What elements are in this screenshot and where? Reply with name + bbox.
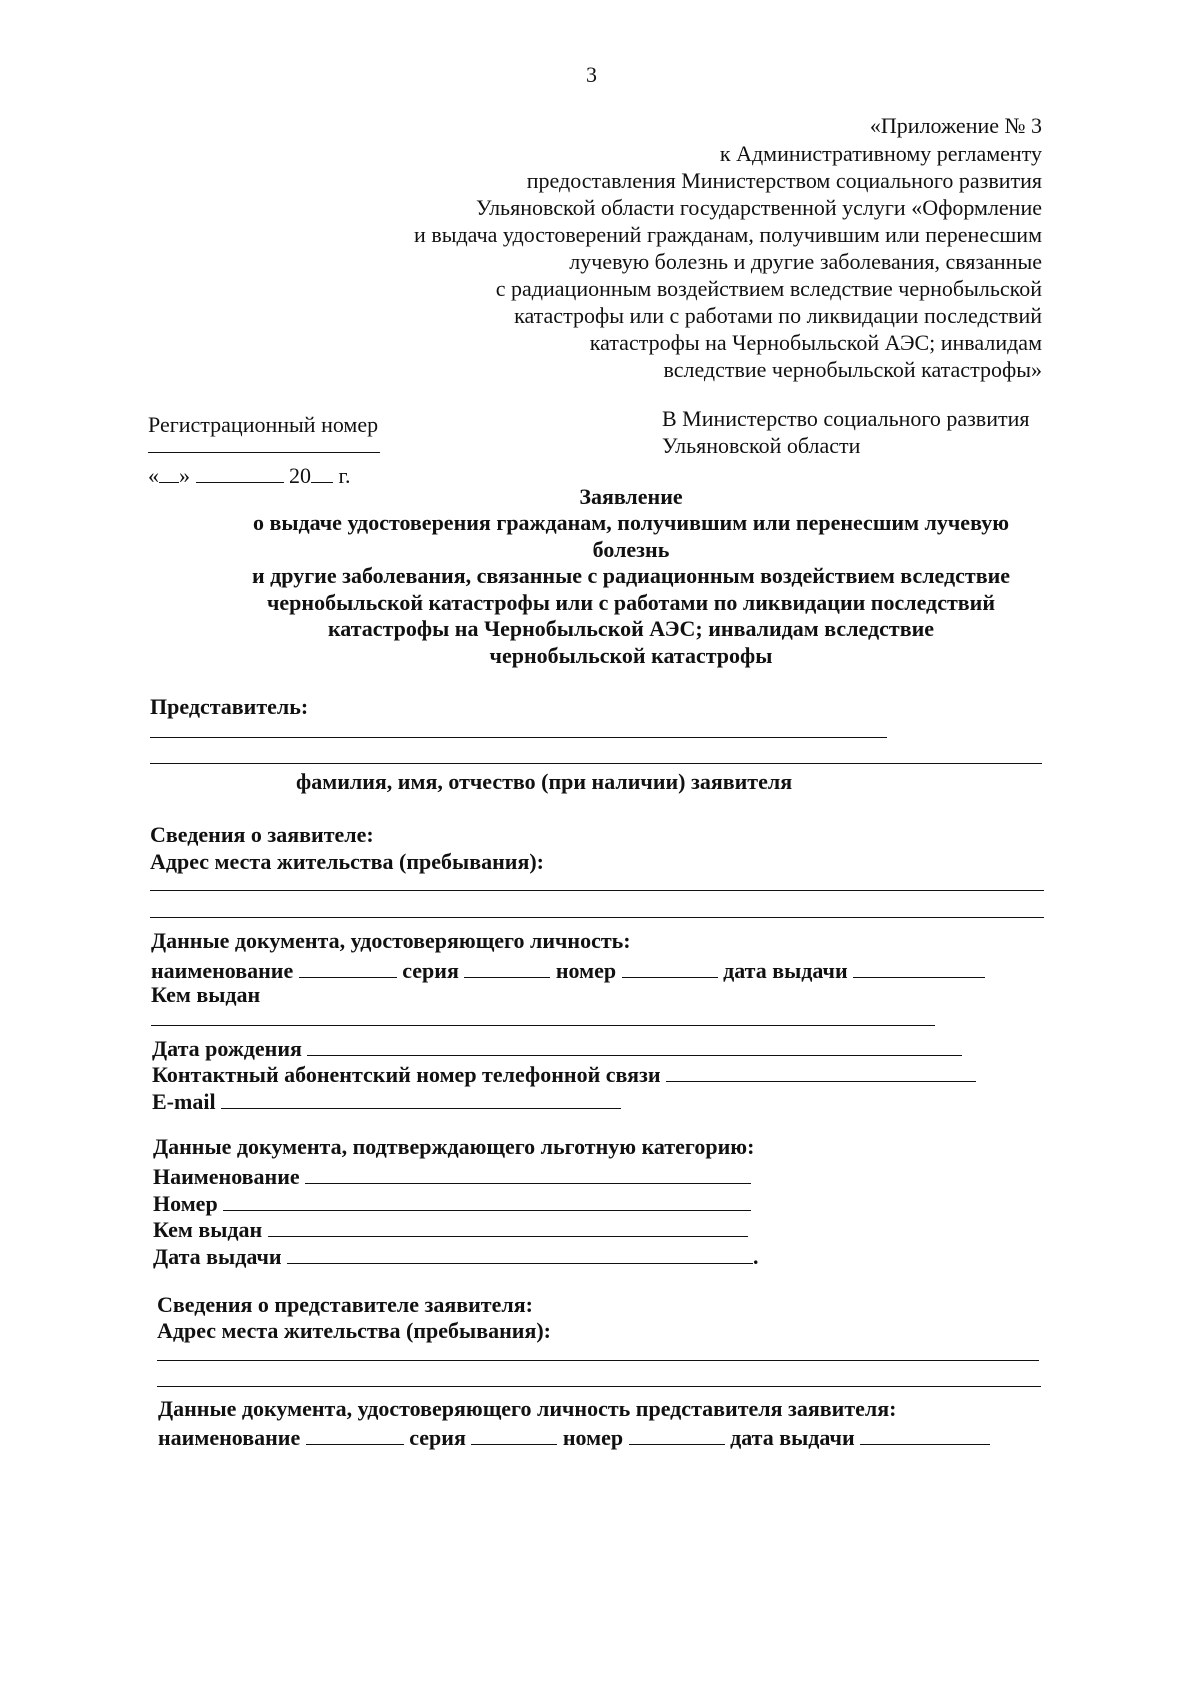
appendix-line: катастрофы или с работами по ликвидации последствий — [514, 303, 1042, 328]
benefit-number-label: Номер — [153, 1191, 218, 1216]
applicant-id-heading: Данные документа, удостоверяющего личность: — [151, 928, 631, 953]
benefit-issued-by-label: Кем выдан — [153, 1217, 263, 1242]
title-line: о выдаче удостоверения гражданам, получившим или перенесшим лучевую — [252, 510, 1010, 535]
appendix-line: катастрофы на Чернобыльской АЭС; инвалидам — [589, 330, 1042, 355]
benefit-issue-date-label: Дата выдачи — [153, 1244, 282, 1269]
title-line: катастрофы на Чернобыльской АЭС; инвалидам вследствие — [327, 616, 935, 641]
benefit-heading: Данные документа, подтверждающего льготную категорию: — [153, 1134, 755, 1159]
rep-id-issue-date-label: дата выдачи — [730, 1425, 855, 1450]
applicant-address-line[interactable] — [150, 917, 1044, 918]
page-number: 3 — [586, 62, 597, 87]
id-number-label: номер — [555, 958, 617, 983]
rep-address-line[interactable] — [157, 1386, 1041, 1387]
rep-id-series-label: серия — [409, 1425, 466, 1450]
id-name-field[interactable] — [299, 955, 397, 978]
appendix-line: к Административному регламенту — [719, 141, 1042, 166]
benefit-name-row — [153, 1161, 751, 1190]
appendix-line: вследствие чернобыльской катастрофы» — [663, 357, 1042, 382]
id-series-label: серия — [402, 958, 459, 983]
phone-label: Контактный абонентский номер телефонной связи — [152, 1062, 661, 1087]
title-line: и другие заболевания, связанные с радиационным воздействием вследствие — [251, 563, 1011, 588]
recipient-line: В Министерство социального развития — [662, 406, 1030, 431]
rep-address-label: Адрес места жительства (пребывания): — [157, 1318, 552, 1343]
appendix-line: Ульяновской области государственной услуги «Оформление — [475, 195, 1042, 220]
phone-field[interactable] — [666, 1059, 976, 1082]
title-line: Заявление — [579, 484, 683, 509]
title-line: болезнь — [592, 537, 670, 562]
phone-row — [152, 1059, 976, 1088]
recipient-line: Ульяновской области — [662, 433, 861, 458]
month-blank[interactable] — [196, 460, 284, 483]
benefit-number-field[interactable] — [223, 1188, 751, 1211]
benefit-issue-date-field[interactable] — [287, 1241, 753, 1264]
day-blank[interactable] — [159, 460, 179, 483]
rep-id-number-label: номер — [562, 1425, 624, 1450]
title-line: чернобыльской катастрофы или с работами по ликвидации последствий — [266, 590, 995, 615]
title-line: чернобыльской катастрофы — [489, 643, 773, 668]
year-blank[interactable] — [311, 460, 333, 483]
quote-open: « — [148, 463, 159, 488]
birth-date-row — [152, 1033, 962, 1062]
birth-date-field[interactable] — [307, 1033, 962, 1056]
applicant-address-label: Адрес места жительства (пребывания): — [150, 849, 545, 874]
benefit-name-label: Наименование — [153, 1164, 300, 1189]
applicant-name-line[interactable] — [150, 763, 1042, 764]
representative-label: Представитель: — [150, 694, 309, 719]
applicant-address-line[interactable] — [150, 890, 1044, 891]
id-number-field[interactable] — [622, 955, 718, 978]
rep-id-issue-date-field[interactable] — [860, 1422, 990, 1445]
rep-address-line[interactable] — [157, 1360, 1039, 1361]
applicant-heading: Сведения о заявителе: — [150, 822, 374, 847]
birth-date-label: Дата рождения — [152, 1036, 302, 1061]
rep-id-series-field[interactable] — [471, 1422, 557, 1445]
email-label: E-mail — [152, 1089, 216, 1114]
appendix-line: «Приложение № 3 — [869, 113, 1042, 138]
fio-caption: фамилия, имя, отчество (при наличии) заявителя — [296, 769, 793, 794]
rep-heading: Сведения о представителе заявителя: — [157, 1292, 533, 1317]
quote-close: » — [179, 463, 190, 488]
year-prefix: 20 — [289, 463, 311, 488]
issued-by-label: Кем выдан — [151, 982, 261, 1007]
id-series-field[interactable] — [464, 955, 550, 978]
registration-number-line[interactable] — [148, 452, 380, 453]
benefit-issue-date-row — [153, 1241, 759, 1270]
issued-by-line[interactable] — [151, 1025, 935, 1026]
applicant-id-fields — [151, 955, 985, 984]
benefit-name-field[interactable] — [305, 1161, 751, 1184]
benefit-issued-by-field[interactable] — [268, 1214, 748, 1237]
rep-id-heading: Данные документа, удостоверяющего личность представителя заявителя: — [158, 1396, 897, 1421]
rep-id-name-label: наименование — [158, 1425, 301, 1450]
appendix-line: предоставления Министерством социального развития — [526, 168, 1042, 193]
representative-line[interactable] — [150, 737, 887, 738]
appendix-line: и выдача удостоверений гражданам, получившим или перенесшим — [414, 222, 1042, 247]
year-suffix: г. — [338, 463, 351, 488]
appendix-line: с радиационным воздействием вследствие чернобыльской — [495, 276, 1042, 301]
id-issue-date-label: дата выдачи — [723, 958, 848, 983]
rep-id-name-field[interactable] — [306, 1422, 404, 1445]
registration-label: Регистрационный номер — [148, 412, 379, 437]
benefit-number-row — [153, 1188, 751, 1217]
end-mark: . — [753, 1244, 759, 1269]
rep-id-number-field[interactable] — [629, 1422, 725, 1445]
email-row — [152, 1086, 621, 1115]
benefit-issued-by-row — [153, 1214, 748, 1243]
rep-id-fields — [158, 1422, 990, 1451]
appendix-line: лучевую болезнь и другие заболевания, связанные — [569, 249, 1042, 274]
id-name-label: наименование — [151, 958, 294, 983]
id-issue-date-field[interactable] — [853, 955, 985, 978]
email-field[interactable] — [221, 1086, 621, 1109]
